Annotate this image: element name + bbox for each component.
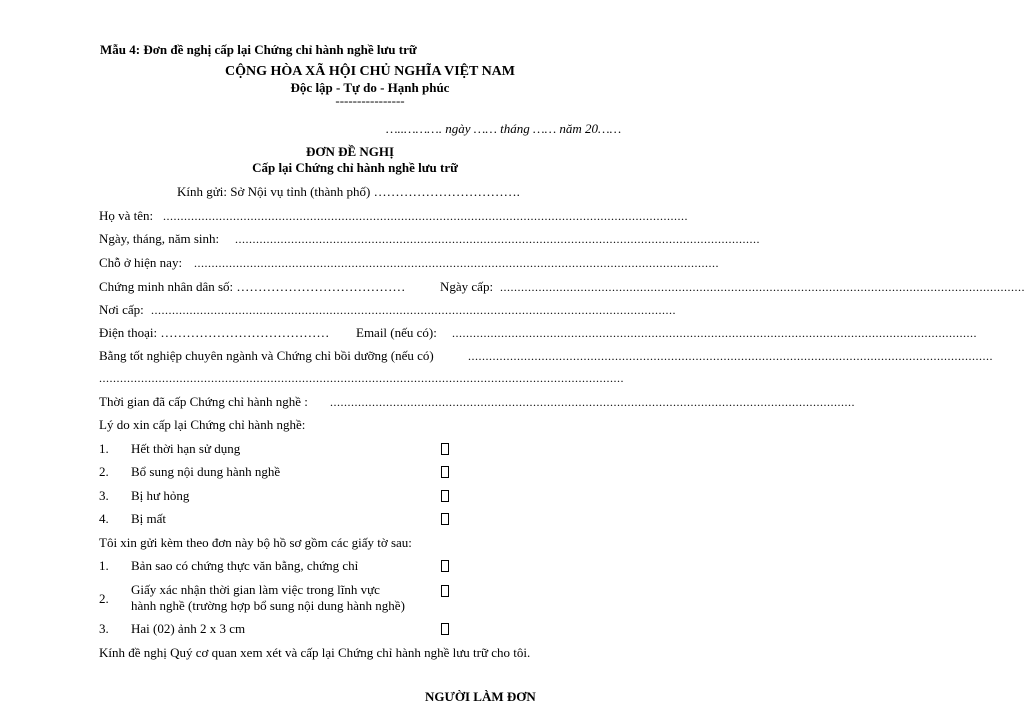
attachment-number: 1. <box>99 558 109 573</box>
issued-time-label: Thời gian đã cấp Chứng chỉ hành nghề : <box>99 394 308 409</box>
header-rule: ---------------- <box>335 93 405 108</box>
attachment-work-confirmation-line2: hành nghề (trường hợp bổ sung nội dung hành nghề) <box>131 598 405 613</box>
reason-number: 4. <box>99 511 109 526</box>
address-blank: ...................................................................................................................................................... <box>194 256 719 270</box>
id-number-label: Chứng minh nhân dân số: ………………………………… <box>99 279 406 294</box>
issued-time-blank: ...................................................................................................................................................... <box>330 395 855 409</box>
date-year-label: năm 20…… <box>559 121 622 136</box>
country-name: CỘNG HÒA XÃ HỘI CHỦ NGHĨA VIỆT NAM <box>224 64 515 79</box>
reason-lost: Bị mất <box>131 511 167 526</box>
degree-label: Bằng tốt nghiệp chuyên ngành và Chứng chỉ bồi dưỡng (nếu có) <box>99 348 434 363</box>
attachment-work-confirmation-checkbox[interactable] <box>441 585 449 597</box>
name-label: Họ và tên: <box>99 208 154 223</box>
reason-lost-checkbox[interactable] <box>441 513 449 525</box>
attachment-photos: Hai (02) ảnh 2 x 3 cm <box>131 621 246 636</box>
reason-supplement: Bổ sung nội dung hành nghề <box>131 464 281 479</box>
recipient-line: Kính gửi: Sở Nội vụ tỉnh (thành phố) ……………………………. <box>177 184 520 199</box>
dob-blank: ...................................................................................................................................................... <box>235 232 760 246</box>
attachment-number: 3. <box>99 621 109 636</box>
email-label: Email (nếu có): <box>356 325 437 340</box>
date-blank-day: …..………. <box>386 121 442 136</box>
date-blank-year: …… <box>533 121 557 136</box>
degree-blank: ...................................................................................................................................................... <box>468 349 993 363</box>
attachment-certified-copy: Bản sao có chứng thực văn bằng, chứng chỉ <box>131 558 359 573</box>
reason-supplement-checkbox[interactable] <box>441 466 449 478</box>
dob-label: Ngày, tháng, năm sinh: <box>99 231 220 246</box>
issue-place-label: Nơi cấp: <box>99 302 144 317</box>
attachment-photos-checkbox[interactable] <box>441 623 449 635</box>
form-code: Mẫu 4: Đơn đề nghị cấp lại Chứng chỉ hành nghề lưu trữ <box>100 42 417 57</box>
reason-expired: Hết thời hạn sử dụng <box>131 441 241 456</box>
closing-request: Kính đề nghị Quý cơ quan xem xét và cấp lại Chứng chỉ hành nghề lưu trữ cho tôi. <box>99 645 531 660</box>
reasons-heading: Lý do xin cấp lại Chứng chỉ hành nghề: <box>99 417 306 432</box>
motto: Độc lập - Tự do - Hạnh phúc <box>290 80 450 95</box>
date-line <box>386 121 621 137</box>
address-label: Chỗ ở hiện nay: <box>99 255 183 270</box>
degree-blank-2: ...................................................................................................................................................... <box>99 371 624 385</box>
reason-damaged-checkbox[interactable] <box>441 490 449 502</box>
reason-number: 3. <box>99 488 109 503</box>
date-blank-month: …… <box>473 121 497 136</box>
reason-damaged: Bị hư hỏng <box>131 488 190 503</box>
issue-date-blank: ...................................................................................................................................................... <box>500 280 1025 294</box>
reason-number: 1. <box>99 441 109 456</box>
signature-label: NGƯỜI LÀM ĐƠN <box>425 689 536 704</box>
attachment-certified-copy-checkbox[interactable] <box>441 560 449 572</box>
attachment-number: 2. <box>99 591 109 606</box>
document-subtitle: Cấp lại Chứng chỉ hành nghề lưu trữ <box>252 160 458 175</box>
document-title: ĐƠN ĐỀ NGHỊ <box>305 144 395 159</box>
name-blank: ...................................................................................................................................................... <box>163 209 688 223</box>
reason-number: 2. <box>99 464 109 479</box>
reason-expired-checkbox[interactable] <box>441 443 449 455</box>
issue-place-blank: ...................................................................................................................................................... <box>151 303 676 317</box>
attachment-work-confirmation: Giấy xác nhận thời gian làm việc trong lĩnh vực <box>131 582 380 597</box>
phone-label: Điện thoại: ………………………………… <box>99 325 330 340</box>
attachments-heading: Tôi xin gửi kèm theo đơn này bộ hồ sơ gồm các giấy tờ sau: <box>99 535 412 550</box>
date-day-label: ngày <box>445 121 471 136</box>
date-month-label: tháng <box>500 121 530 136</box>
issue-date-label: Ngày cấp: <box>440 279 494 294</box>
email-blank: ...................................................................................................................................................... <box>452 326 977 340</box>
